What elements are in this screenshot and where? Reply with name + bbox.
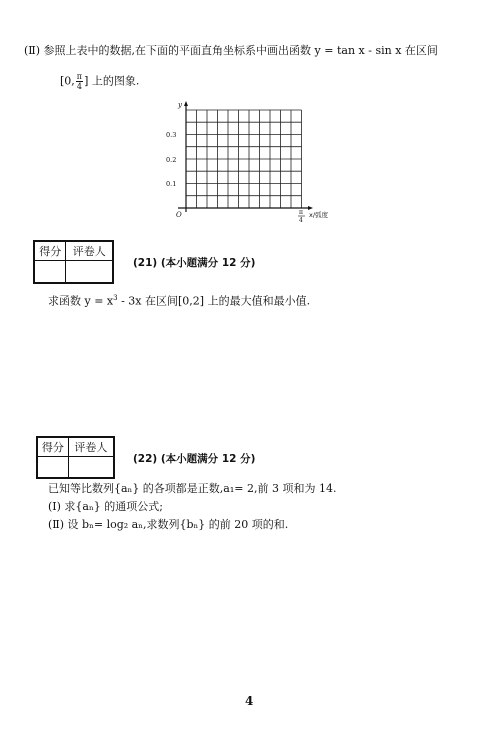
y-tick-label: 0.1 <box>166 180 177 188</box>
q22-line1: 已知等比数列{aₙ} 的各项都是正数,a₁= 2,前 3 项和为 14. <box>48 482 337 495</box>
y-tick-label: 0.3 <box>166 131 177 139</box>
q21-text-after: - 3x 在区间[0,2] 上的最大值和最小值. <box>117 294 311 308</box>
score-cell[interactable] <box>38 457 69 478</box>
q21-exponent: 3 <box>113 294 118 302</box>
grader-label: 评卷人 <box>68 438 113 457</box>
page-number: 4 <box>245 694 254 708</box>
score-label: 得分 <box>35 242 66 261</box>
interval-open: [0, <box>60 74 75 88</box>
interval-close: ] 上的图象. <box>84 74 140 88</box>
grader-cell[interactable] <box>68 457 113 478</box>
q20-part2-line1: (Ⅱ) 参照上表中的数据,在下面的平面直角坐标系中画出函数 y = tan x - sin x 在区间 <box>24 44 438 57</box>
x-axis-label: x/弧度 <box>309 211 329 219</box>
interval-fraction <box>76 72 83 91</box>
q22-line3: (Ⅱ) 设 bₙ= log₂ aₙ,求数列{bₙ} 的前 20 项的和. <box>48 518 289 531</box>
q22-line2: (Ⅰ) 求{aₙ} 的通项公式; <box>48 500 163 513</box>
q22-heading: (22) (本小题满分 12 分) <box>133 453 256 465</box>
score-label: 得分 <box>38 438 69 457</box>
x-end-denominator: 4 <box>299 217 303 224</box>
fraction-denominator: 4 <box>76 82 82 91</box>
grader-cell[interactable] <box>66 261 113 283</box>
score-box-22 <box>36 436 115 479</box>
score-cell[interactable] <box>35 261 66 283</box>
q21-text <box>48 291 310 309</box>
q21-heading: (21) (本小题满分 12 分) <box>133 257 256 269</box>
grader-label: 评卷人 <box>66 242 113 261</box>
fraction-numerator: π <box>76 72 83 81</box>
q21-text-before: 求函数 y = x <box>48 294 114 308</box>
origin-label: O <box>176 211 182 219</box>
y-axis-arrow <box>184 101 188 106</box>
x-end-numerator: π <box>299 209 303 216</box>
coordinate-grid <box>160 96 360 226</box>
x-axis-arrow <box>308 206 313 210</box>
y-axis-label: y <box>178 101 182 109</box>
score-box-21 <box>33 240 114 284</box>
y-tick-label: 0.2 <box>166 156 177 164</box>
q20-part2-line2 <box>60 72 139 91</box>
